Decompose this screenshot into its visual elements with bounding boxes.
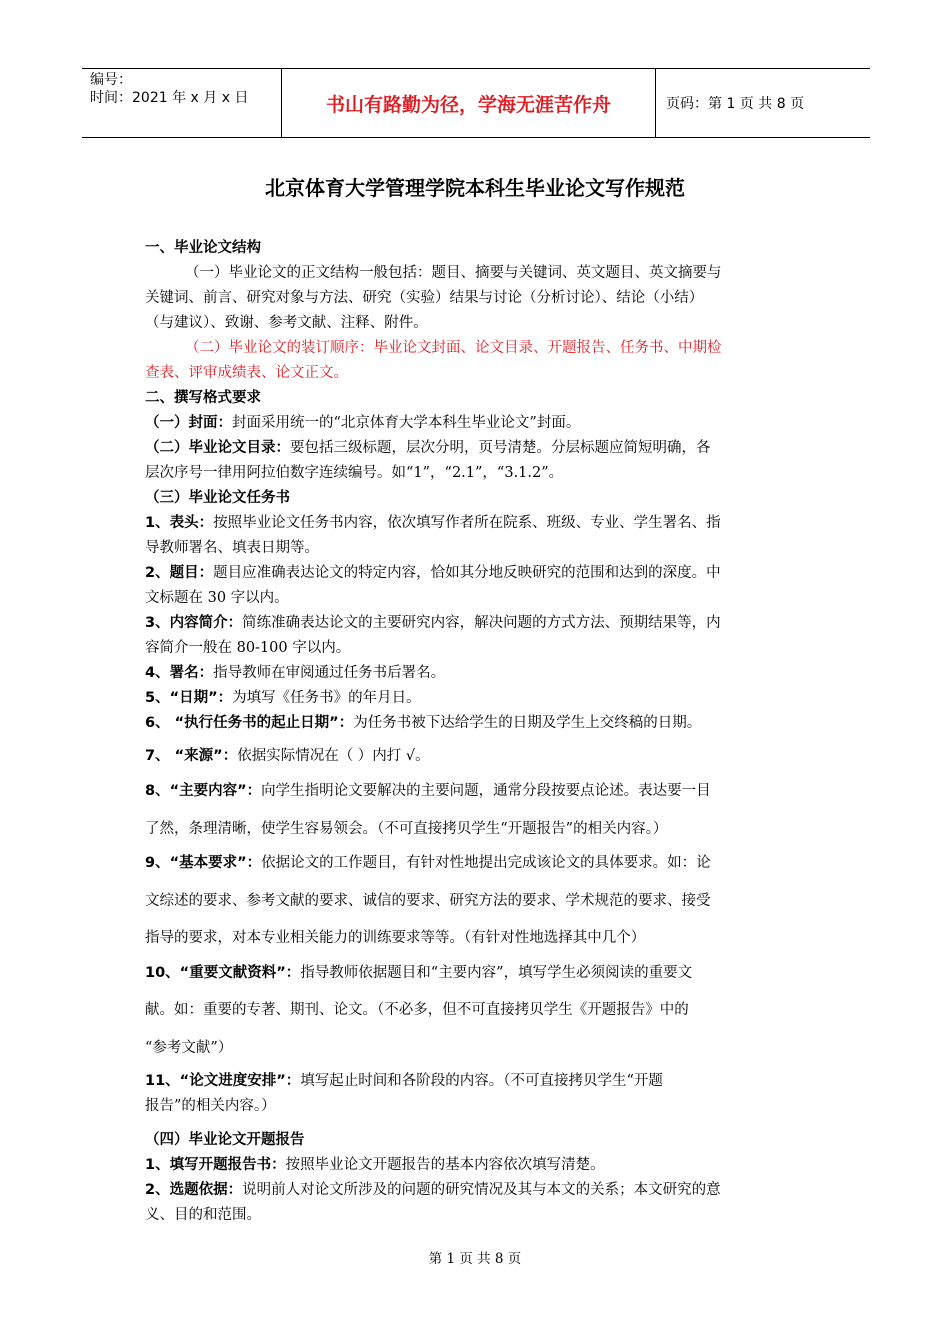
bold-heading-text: 1、填写开题报告书： xyxy=(145,1157,286,1173)
body-text: 献。如：重要的专著、期刊、论文。（不必多，但不可直接拷贝学生《开题报告》中的 xyxy=(145,1002,689,1018)
text-line xyxy=(145,586,289,607)
motto: 书山有路勤为径，学海无涯苦作舟 xyxy=(281,69,656,137)
text-line xyxy=(145,636,350,657)
body-text: （一）毕业论文的正文结构一般包括：题目、摘要与关键词、英文题目、英文摘要与 xyxy=(185,265,722,281)
body-text: 容简介一般在 80-100 字以内。 xyxy=(145,640,351,656)
body-text: 关键词、前言、研究对象与方法、研究（实验）结果与讨论（分析讨论）、结论（小结） xyxy=(145,290,704,306)
page-footer: 第 1 页 共 8 页 xyxy=(428,1251,522,1267)
text-line xyxy=(145,1036,232,1057)
bold-heading-text: 5、“日期”： xyxy=(145,690,233,706)
body-text: 文标题在 30 字以内。 xyxy=(145,590,289,606)
body-text: 简练准确表达论文的主要研究内容，解决问题的方式方法、预期结果等，内 xyxy=(242,615,721,631)
text-line xyxy=(145,436,711,457)
body-text: 按照毕业论文任务书内容，依次填写作者所在院系、班级、专业、学生署名、指 xyxy=(213,515,721,531)
text-line xyxy=(145,998,689,1019)
bold-heading-text: 9、“基本要求”： xyxy=(145,855,262,871)
body-text: 导教师署名、填表日期等。 xyxy=(145,540,319,556)
text-line xyxy=(145,1094,276,1115)
text-line xyxy=(145,561,721,582)
text-line xyxy=(145,486,290,507)
text-line xyxy=(145,711,701,732)
bold-heading-text: 8、“主要内容”： xyxy=(145,783,262,799)
body-text: 层次序号一律用阿拉伯数字连续编号。如“1”，“2.1”，“3.1.2”。 xyxy=(145,465,564,481)
body-text: 向学生指明论文要解决的主要问题，通常分段按要点论述。表达要一目 xyxy=(261,783,711,799)
body-text: 报告”的相关内容。） xyxy=(145,1098,276,1114)
text-line xyxy=(145,1069,663,1090)
body-text: 为任务书被下达给学生的日期及学生上交终稿的日期。 xyxy=(353,715,702,731)
body-text: （与建议）、致谢、参考文献、注释、附件。 xyxy=(145,315,428,331)
body-text: 说明前人对论文所涉及的问题的研究情况及其与本文的关系；本文研究的意 xyxy=(242,1182,721,1198)
bold-heading-text: 2、选题依据： xyxy=(145,1182,243,1198)
bold-heading-text: （二）毕业论文目录： xyxy=(145,440,290,456)
text-line xyxy=(145,1178,721,1199)
text-line xyxy=(145,411,580,432)
body-text: 要包括三级标题，层次分明，页号清楚。分层标题应简短明确，各 xyxy=(290,440,711,456)
text-line xyxy=(145,661,445,682)
body-text: 指导教师依据题目和“主要内容”，填写学生必须阅读的重要文 xyxy=(300,965,693,981)
text-line xyxy=(145,286,703,307)
text-line xyxy=(145,926,645,947)
body-text: 义、目的和范围。 xyxy=(145,1207,261,1223)
body-text: 按照毕业论文开题报告的基本内容依次填写清楚。 xyxy=(285,1157,605,1173)
text-line xyxy=(145,1128,305,1149)
text-line xyxy=(145,511,721,532)
bold-heading-text: 3、内容简介： xyxy=(145,615,243,631)
bold-heading-text: （一）封面： xyxy=(145,415,232,431)
body-text: （二）毕业论文的装订顺序：毕业论文封面、论文目录、开题报告、任务书、中期检 xyxy=(185,340,722,356)
bold-heading-text: 11、“论文进度安排”： xyxy=(145,1073,301,1089)
text-line xyxy=(145,744,430,765)
body-text: 依据论文的工作题目，有针对性地提出完成该论文的具体要求。如：论 xyxy=(261,855,711,871)
text-line xyxy=(145,261,722,282)
body-text: 文综述的要求、参考文献的要求、诚信的要求、研究方法的要求、学术规范的要求、接受 xyxy=(145,893,711,909)
bold-heading-text: 7、 “来源”： xyxy=(145,748,238,764)
text-line xyxy=(145,851,711,872)
header-table xyxy=(82,68,870,138)
body-text: 为填写《任务书》的年月日。 xyxy=(232,690,421,706)
time-label: 时间：2021 年 x 月 x 日 xyxy=(90,90,249,106)
number-label: 编号： xyxy=(90,72,132,88)
bold-heading-text: （三）毕业论文任务书 xyxy=(145,490,290,506)
text-line xyxy=(145,386,261,407)
text-line xyxy=(145,536,319,557)
bold-heading-text: 2、题目： xyxy=(145,565,214,581)
body-text: 了然，条理清晰，使学生容易领会。（不可直接拷贝学生“开题报告”的相关内容。） xyxy=(145,821,668,837)
header-left-cell xyxy=(82,69,281,137)
body-text: 指导教师在审阅通过任务书后署名。 xyxy=(213,665,446,681)
text-line xyxy=(145,686,421,707)
bold-heading-text: 二、撰写格式要求 xyxy=(145,390,261,406)
body-text: “参考文献”） xyxy=(145,1040,233,1056)
bold-heading-text: 一、毕业论文结构 xyxy=(145,240,261,256)
bold-heading-text: 10、“重要文献资料”： xyxy=(145,965,301,981)
text-line xyxy=(145,236,261,257)
body-text: 封面采用统一的“北京体育大学本科生毕业论文”封面。 xyxy=(232,415,581,431)
text-line xyxy=(145,611,721,632)
text-line xyxy=(145,361,348,382)
body-text: 查表、评审成绩表、论文正文。 xyxy=(145,365,348,381)
text-line xyxy=(145,961,692,982)
text-line xyxy=(145,779,711,800)
page-info: 页码：第 1 页 共 8 页 xyxy=(666,96,805,112)
text-line xyxy=(145,817,667,838)
text-line xyxy=(145,1203,261,1224)
text-line xyxy=(145,311,428,332)
bold-heading-text: 4、署名： xyxy=(145,665,214,681)
text-line xyxy=(145,1153,605,1174)
document-title: 北京体育大学管理学院本科生毕业论文写作规范 xyxy=(265,176,685,200)
body-text: 依据实际情况在（ ）内打 √。 xyxy=(237,748,430,764)
bold-heading-text: 6、 “执行任务书的起止日期”： xyxy=(145,715,354,731)
text-line xyxy=(145,461,563,482)
text-line xyxy=(145,889,711,910)
bold-heading-text: 1、表头： xyxy=(145,515,214,531)
bold-heading-text: （四）毕业论文开题报告 xyxy=(145,1132,305,1148)
body-text: 指导的要求，对本专业相关能力的训练要求等等。（有针对性地选择其中几个） xyxy=(145,930,646,946)
text-line xyxy=(145,336,722,357)
body-text: 题目应准确表达论文的特定内容，恰如其分地反映研究的范围和达到的深度。中 xyxy=(213,565,721,581)
body-text: 填写起止时间和各阶段的内容。（不可直接拷贝学生“开题 xyxy=(300,1073,663,1089)
